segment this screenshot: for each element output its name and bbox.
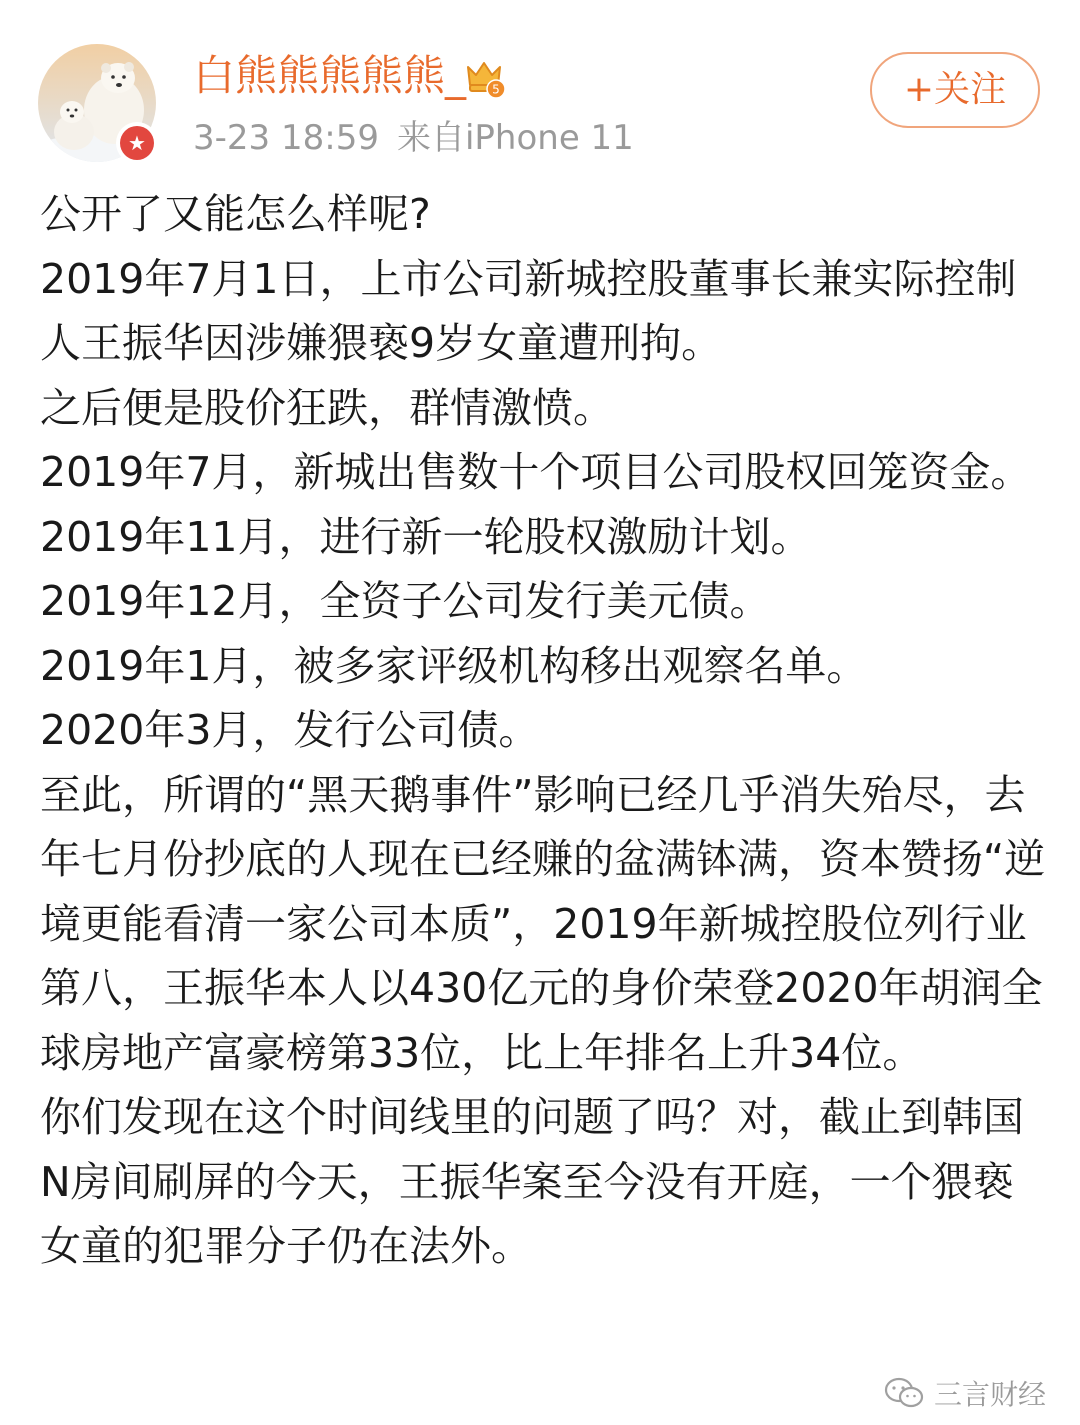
- post-source: 来自iPhone 11: [396, 118, 634, 158]
- post-paragraph: 2019年11月，进行新一轮股权激励计划。: [40, 512, 812, 561]
- star-icon: ★: [120, 126, 154, 160]
- post-paragraph: 公开了又能怎么样呢?: [40, 190, 431, 238]
- wechat-icon: [884, 1376, 924, 1410]
- post-paragraph: 2019年12月，全资子公司发行美元债。: [40, 577, 771, 625]
- post-meta: [193, 114, 634, 162]
- post-paragraph: 2020年3月，发行公司债。: [40, 706, 540, 754]
- post-paragraph: 2019年1月，被多家评级机构移出观察名单。: [40, 641, 868, 690]
- post-timestamp: 3-23 18:59: [193, 118, 379, 158]
- post-paragraph: 你们发现在这个时间线里的问题了吗？对，截止到韩国N房间刷屏的今天，王振华案至今没有开庭，一个猥亵女童的犯罪分子仍在法外。: [40, 1093, 1024, 1270]
- verified-badge: [116, 122, 158, 164]
- post-paragraph: 2019年7月1日，上市公司新城控股董事长兼实际控制人王振华因涉嫌猥亵9岁女童遭刑拘。: [40, 254, 1017, 367]
- post-paragraph: 至此，所谓的“黑天鹅事件”影响已经几乎消失殆尽，去年七月份抄底的人现在已经赚的盆满钵满，资本赞扬“逆境更能看清一家公司本质”，2019年新城控股位列行业第八，王振华本人以430亿元的身价荣登2020年胡润全球房地产富豪榜第33位，比上年排名上升34位。: [40, 770, 1046, 1077]
- vip-crown-icon[interactable]: [462, 55, 506, 99]
- watermark-label: 三言财经: [934, 1378, 1047, 1411]
- vip-level-label: 5: [492, 82, 500, 97]
- post-header: [0, 0, 1080, 175]
- post-paragraph: 2019年7月，新城出售数十个项目公司股权回笼资金。: [40, 448, 1032, 496]
- post-paragraph: 之后便是股价狂跌，群情激愤。: [40, 383, 614, 432]
- post-body: [40, 182, 1050, 1279]
- username[interactable]: 白熊熊熊熊熊_: [193, 51, 467, 100]
- follow-button[interactable]: +关注: [870, 52, 1040, 128]
- watermark: [884, 1371, 1046, 1415]
